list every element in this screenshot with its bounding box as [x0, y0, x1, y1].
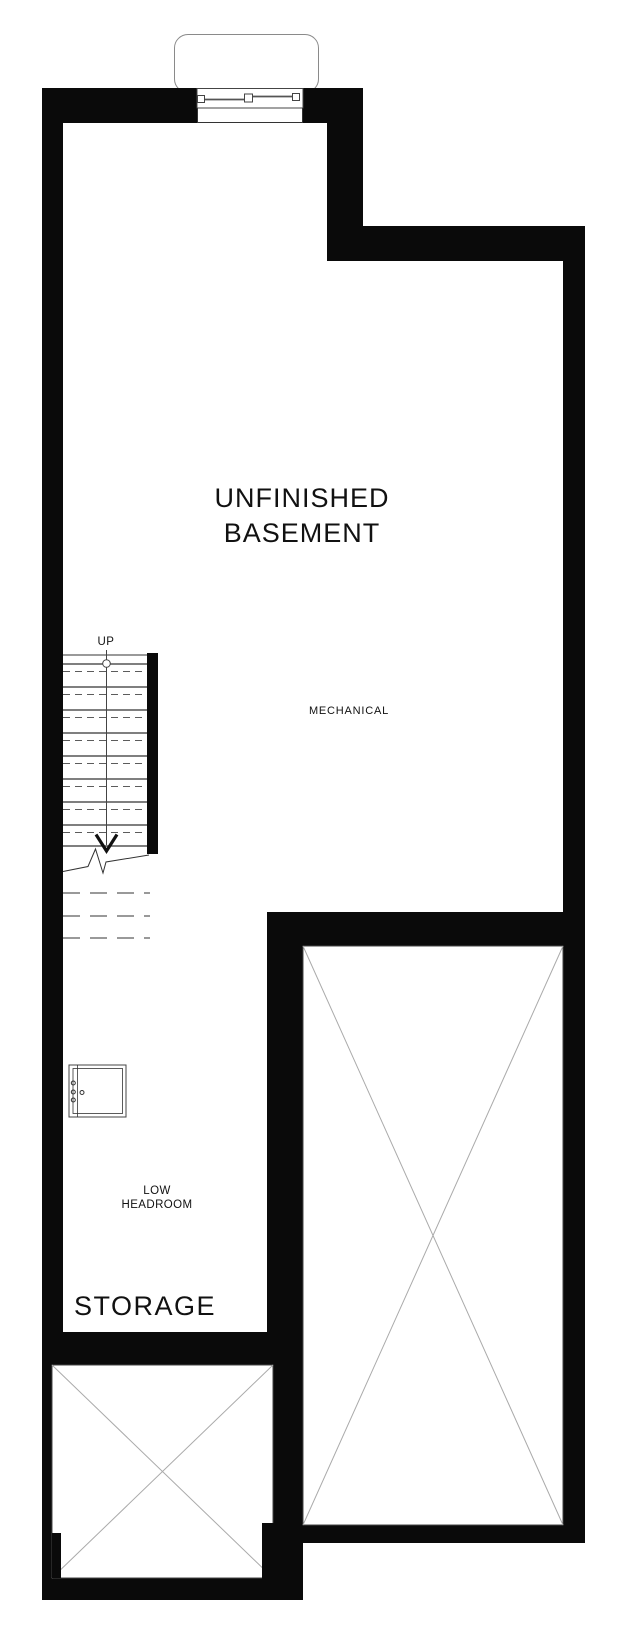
up-label: UP	[97, 636, 115, 648]
wall-notch-left	[52, 1533, 61, 1578]
low-headroom-line1: LOW	[143, 1185, 171, 1197]
window-icon	[197, 89, 303, 123]
crawlspace-bottom-left	[52, 1365, 283, 1600]
low-headroom-label	[106, 1184, 208, 1212]
storage-label: STORAGE	[74, 1291, 217, 1321]
wall-notch-right	[262, 1523, 283, 1600]
low-headroom-line2: HEADROOM	[121, 1199, 193, 1211]
mechanical-unit-icon	[69, 1065, 126, 1117]
crawlspace-right	[303, 946, 563, 1525]
room-label-line1: UNFINISHED	[214, 483, 390, 513]
stair-start-node	[103, 660, 111, 668]
mechanical-label: MECHANICAL	[308, 705, 390, 717]
room-label-unfinished-basement	[172, 481, 432, 551]
staircase	[63, 650, 150, 938]
room-label-line2: BASEMENT	[223, 518, 381, 548]
